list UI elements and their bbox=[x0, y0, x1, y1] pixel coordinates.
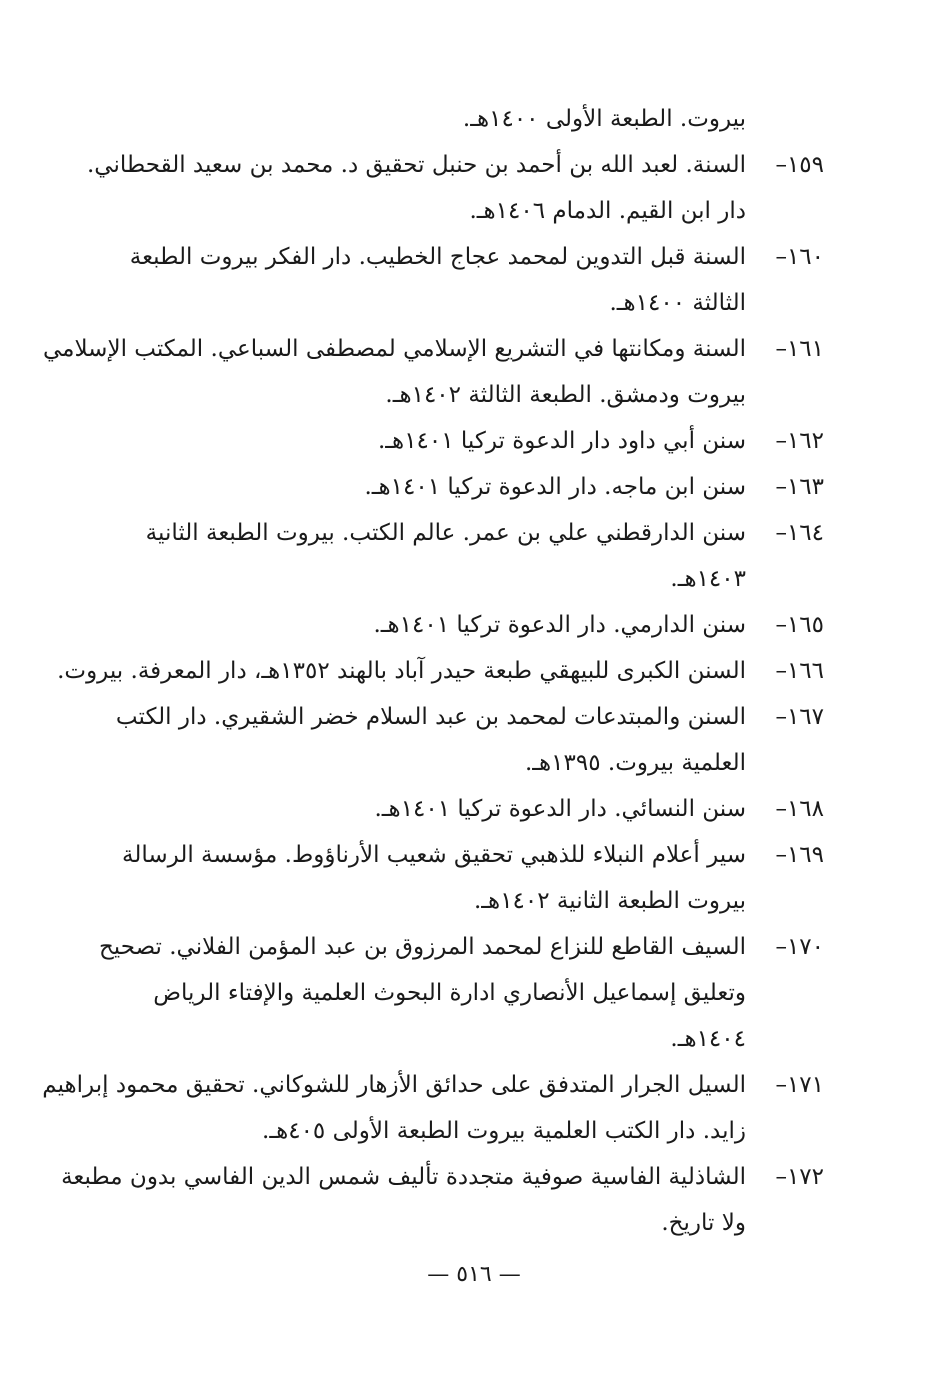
entry-line: سير أعلام النبلاء للذهبي تحقيق شعيب الأرناؤوط. مؤسسة الرسالة bbox=[122, 842, 746, 868]
bibliography-entry bbox=[86, 142, 824, 234]
bibliography-entry bbox=[118, 234, 824, 326]
entry-line: بيروت الطبعة الثانية ١٤٠٢هـ. bbox=[474, 888, 746, 914]
entry-line: السيل الجرار المتدفق على حدائق الأزهار للشوكاني. تحقيق محمود إبراهيم bbox=[42, 1072, 746, 1098]
entry-line: بيروت ودمشق. الطبعة الثالثة ١٤٠٢هـ. bbox=[385, 382, 746, 408]
entry-text bbox=[116, 694, 746, 786]
bibliography-entry bbox=[118, 602, 824, 648]
entry-number: ١٦٦– bbox=[775, 658, 824, 684]
entry-line: السنن الكبرى للبيهقي طبعة حيدر آباد بالهند ١٣٥٢هـ، دار المعرفة. بيروت. bbox=[57, 658, 746, 684]
entry-number: ١٦٥– bbox=[775, 612, 824, 638]
entry-line: الشاذلية الفاسية صوفية متجددة تأليف شمس الدين الفاسي بدون مطبعة bbox=[61, 1164, 746, 1190]
entry-text bbox=[42, 1062, 746, 1154]
entry-line: العلمية بيروت. ١٣٩٥هـ. bbox=[524, 750, 746, 776]
bibliography-entry bbox=[115, 694, 824, 786]
bibliography-entry bbox=[118, 510, 824, 602]
entry-text bbox=[118, 510, 746, 602]
entry-line: سنن ابن ماجه. دار الدعوة تركيا ١٤٠١هـ. bbox=[364, 474, 746, 500]
entry-number: ١٦٠– bbox=[775, 244, 824, 270]
entry-number: ١٧١– bbox=[775, 1072, 824, 1098]
entry-list bbox=[42, 142, 824, 1246]
entry-number: ١٦٧– bbox=[775, 704, 824, 730]
entry-line: السنن والمبتدعات لمحمد بن عبد السلام خضر الشقيري. دار الكتب bbox=[115, 704, 746, 730]
bibliography-entry bbox=[57, 648, 824, 694]
entry-number: ١٧٢– bbox=[775, 1164, 824, 1190]
entry-line: السنة. لعبد الله بن أحمد بن حنبل تحقيق د. محمد بن سعيد القحطاني. bbox=[86, 152, 746, 178]
entry-number: ١٦٩– bbox=[775, 842, 824, 868]
bibliography-entry bbox=[61, 1154, 824, 1246]
continued-line: بيروت. الطبعة الأولى ١٤٠٠هـ. bbox=[462, 106, 746, 132]
bibliography-page bbox=[42, 96, 824, 1246]
entry-number: ١٦٨– bbox=[775, 796, 824, 822]
entry-text bbox=[118, 464, 746, 510]
entry-line: زايد. دار الكتب العلمية بيروت الطبعة الأولى ٤٠٥هـ. bbox=[262, 1118, 746, 1144]
bibliography-entry bbox=[118, 832, 824, 924]
bibliography-entry bbox=[118, 418, 824, 464]
entry-text bbox=[118, 602, 746, 648]
entry-number: ١٦٢– bbox=[775, 428, 824, 454]
entry-line: سنن الدارمي. دار الدعوة تركيا ١٤٠١هـ. bbox=[373, 612, 746, 638]
entry-number: ١٦١– bbox=[775, 336, 824, 362]
entry-line: السنة قبل التدوين لمحمد عجاج الخطيب. دار الفكر بيروت الطبعة bbox=[129, 244, 746, 270]
entry-number: ١٧٠– bbox=[775, 934, 824, 960]
entry-number: ١٥٩– bbox=[775, 152, 824, 178]
entry-text bbox=[118, 418, 746, 464]
entry-text bbox=[43, 326, 746, 418]
entry-text bbox=[99, 924, 746, 1062]
entry-text bbox=[87, 142, 746, 234]
entry-line: ١٤٠٣هـ. bbox=[670, 566, 746, 592]
entry-line: الثالثة ١٤٠٠هـ. bbox=[609, 290, 746, 316]
entry-line: ١٤٠٤هـ. bbox=[670, 1026, 746, 1052]
entry-number: ١٦٤– bbox=[775, 520, 824, 546]
bibliography-entry bbox=[118, 464, 824, 510]
entry-text bbox=[118, 786, 746, 832]
entry-line: سنن النسائي. دار الدعوة تركيا ١٤٠١هـ. bbox=[374, 796, 746, 822]
entry-text bbox=[57, 648, 746, 694]
entry-line: السيف القاطع للنزاع لمحمد المرزوق بن عبد المؤمن الفلاني. تصحيح bbox=[98, 934, 746, 960]
entry-line: دار ابن القيم. الدمام ١٤٠٦هـ. bbox=[469, 198, 746, 224]
bibliography-entry bbox=[98, 924, 824, 1062]
entry-line: سنن أبي داود دار الدعوة تركيا ١٤٠١هـ. bbox=[378, 428, 746, 454]
entry-line: ولا تاريخ. bbox=[661, 1210, 746, 1236]
entry-line: سنن الدارقطني علي بن عمر. عالم الكتب. بيروت الطبعة الثانية bbox=[145, 520, 746, 546]
bibliography-entry bbox=[118, 786, 824, 832]
entry-text bbox=[118, 832, 746, 924]
bibliography-entry bbox=[42, 326, 824, 418]
entry-text bbox=[61, 1154, 746, 1246]
bibliography-entry bbox=[42, 1062, 824, 1154]
entry-number: ١٦٣– bbox=[775, 474, 824, 500]
page-number: — ٥١٦ — bbox=[427, 1262, 521, 1287]
entry-line: السنة ومكانتها في التشريع الإسلامي لمصطفى السباعي. المكتب الإسلامي bbox=[42, 336, 746, 362]
entry-line: وتعليق إسماعيل الأنصاري ادارة البحوث العلمية والإفتاء الرياض bbox=[153, 980, 746, 1006]
entry-text bbox=[118, 234, 746, 326]
